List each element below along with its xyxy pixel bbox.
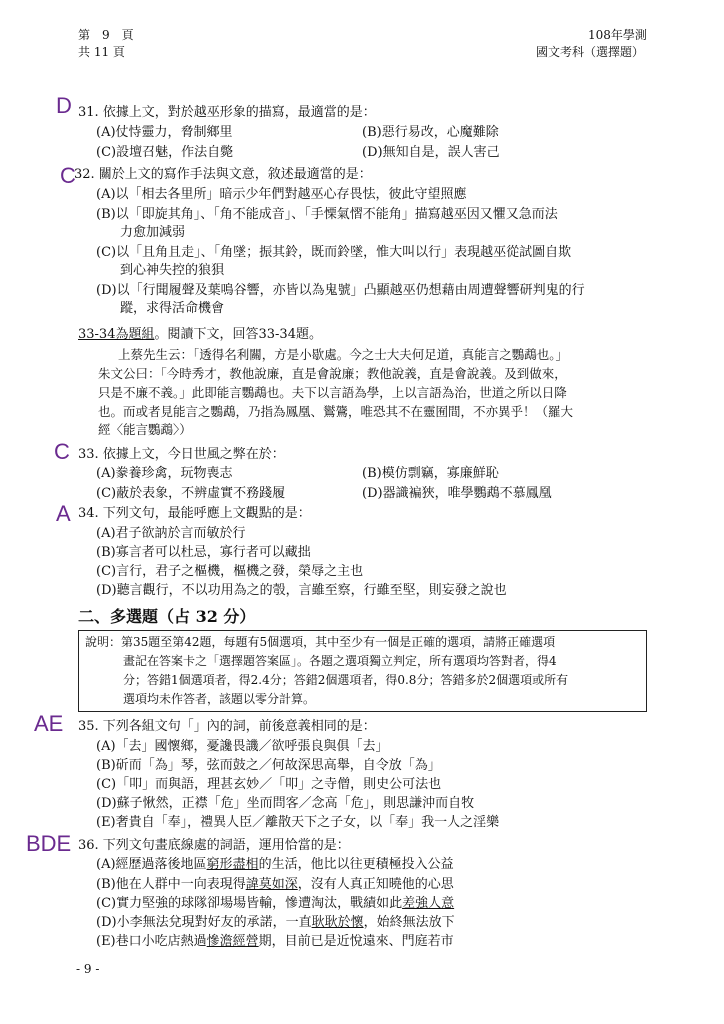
passage-line-4: 也。而或者見能言之鸚鵡，乃指為鳳凰、鸑鷟，唯恐其不在靈囿間，不亦異乎！（羅大	[98, 404, 574, 419]
group-intro	[78, 326, 322, 344]
q36-option-b	[96, 876, 454, 894]
q32-option-b-cont: 力愈加減弱	[120, 225, 186, 240]
exam-label: 108年學測	[588, 28, 647, 42]
q33-option-c: (C)蔽於表象，不辨虛實不務踐履	[96, 486, 286, 501]
q36-e-post: 期，目前已是近悅遠來、門庭若市	[258, 934, 454, 949]
q36-a-pre: (A)經歷過落後地區	[96, 857, 207, 872]
q31-option-c: (C)設壇召魅，作法自斃	[96, 145, 234, 160]
q33-option-d: (D)器識褊狹，唯學鸚鵡不慕鳳凰	[362, 486, 552, 501]
passage-line-5: 經〈能言鸚鵡〉）	[98, 422, 192, 437]
q36-e-pre: (E)巷口小吃店熱過	[96, 934, 207, 949]
section-2-title: 二、多選題（占 32 分）	[78, 607, 256, 626]
handwritten-answer-34: A	[56, 501, 71, 526]
instructions-line-2: 畫記在答案卡之「選擇題答案區」。各題之選項獨立判定，所有選項均答對者，得4	[123, 654, 557, 668]
passage-line-2: 朱文公曰：「今時秀才，教他說廉，直是會說廉；教他說義，直是會說義。及到做來，	[98, 366, 567, 381]
q34-option-a: (A)君子欲訥於言而敏於行	[96, 526, 246, 541]
q32-option-c-cont: 到心神失控的狼狽	[120, 263, 225, 278]
q35-option-b: (B)斫而「為」琴，弦而鼓之／何故深思高舉，自令放「為」	[96, 758, 441, 773]
q35-option-d: (D)蘇子愀然，正襟「危」坐而問客／念高「危」，則思謙沖而自牧	[96, 796, 475, 811]
total-pages-label: 共 11 頁	[78, 45, 125, 59]
question-31-stem: 31. 依據上文，對於越巫形象的描寫，最適當的是：	[78, 105, 376, 120]
q36-a-underlined: 窮形盡相	[206, 857, 259, 872]
q32-option-a: (A)以「相去各里所」暗示少年們對越巫心存畏怯，彼此守望照應	[96, 187, 467, 202]
q36-option-e	[96, 933, 454, 951]
q34-option-d: (D)聽言觀行，不以功用為之的彀，言雖至察，行雖至堅，則妄發之說也	[96, 583, 507, 598]
instructions-line-3: 分；答錯1個選項者，得2.4分；答錯2個選項者，得0.8分；答錯多於2個選項或所有	[123, 673, 569, 687]
q32-option-c: (C)以「且角且走」、「角墜；振其鈴，既而鈴墜，惟大叫以行」表現越巫從試圖自欺	[96, 245, 572, 260]
q36-e-underlined: 慘澹經營	[206, 934, 259, 949]
instructions-line-4: 選項均未作答者，該題以零分計算。	[123, 692, 316, 706]
q33-option-a: (A)豢養珍禽，玩物喪志	[96, 466, 233, 481]
q36-option-a	[96, 856, 454, 874]
group-rest: 。閱讀下文，回答33-34題。	[154, 327, 322, 342]
q36-c-pre: (C)實力堅強的球隊卻場場皆輸，慘遭淘汰，戰績如此	[96, 896, 403, 911]
q32-option-b: (B)以「即旋其角」、「角不能成音」、「手慄氣慴不能角」描寫越巫因又懼又急而法	[96, 207, 558, 222]
footer-page-number: - 9 -	[76, 962, 100, 976]
handwritten-answer-33: C	[54, 439, 70, 464]
q33-option-b: (B)模仿剽竊，寡廉鮮恥	[362, 466, 499, 481]
handwritten-answer-36: BDE	[26, 831, 72, 856]
q36-b-underlined: 諱莫如深	[245, 877, 298, 892]
q31-option-a: (A)仗恃靈力，脅制鄉里	[96, 125, 233, 140]
question-33-stem: 33. 依據上文，今日世風之弊在於：	[78, 447, 285, 462]
q36-b-post: ，沒有人真正知曉他的心思	[297, 877, 454, 892]
q31-option-d: (D)無知自是，誤人害己	[362, 145, 500, 160]
question-32-stem: 32. 關於上文的寫作手法與文意，敘述最適當的是：	[74, 167, 372, 182]
q35-option-c: (C)「叩」而與語，理甚玄妙／「叩」之寺僧，則史公可法也	[96, 777, 442, 792]
page-number-label: 第 9 頁	[78, 28, 134, 42]
handwritten-answer-32: C	[60, 163, 76, 188]
question-34-stem: 34. 下列文句，最能呼應上文觀點的是：	[78, 506, 311, 521]
question-35-stem: 35. 下列各組文句「」內的詞，前後意義相同的是：	[78, 719, 376, 734]
passage-line-3: 只是不廉不義。」此即能言鸚鵡也。夫下以言語為學，上以言語為治，世道之所以日降	[98, 385, 567, 400]
question-36-stem: 36. 下列文句畫底線處的詞語，運用恰當的是：	[78, 838, 350, 853]
q32-option-d-cont: 蹤，求得活命機會	[120, 301, 225, 316]
q36-option-c	[96, 895, 454, 913]
q36-d-pre: (D)小李無法兌現對好友的承諾，一直	[96, 915, 312, 930]
q36-d-post: ，始終無法放下	[363, 915, 455, 930]
q36-c-underlined: 差強人意	[402, 896, 455, 911]
q32-option-d: (D)以「行聞履聲及葉鳴谷響，亦皆以為鬼號」凸顯越巫仍想藉由周遭聲響研判鬼的行	[96, 283, 585, 298]
handwritten-answer-31: D	[56, 93, 72, 118]
q34-option-b: (B)寡言者可以杜忌，寡行者可以藏拙	[96, 545, 311, 560]
q34-option-c: (C)言行，君子之樞機，樞機之發，榮辱之主也	[96, 564, 364, 579]
passage-line-1: 上蔡先生云：「透得名利關，方是小歇處。今之士大夫何足道，真能言之鸚鵡也。」	[118, 347, 569, 362]
q36-a-post: 的生活，他比以往更積極投入公益	[258, 857, 454, 872]
q36-d-underlined: 耿耿於懷	[311, 915, 364, 930]
instructions-line-1: 說明：第35題至第42題，每題有5個選項，其中至少有一個是正確的選項，請將正確選項	[85, 635, 556, 649]
subject-label: 國文考科（選擇題）	[536, 45, 645, 59]
q31-option-b: (B)惡行易改，心魔難除	[362, 125, 499, 140]
q36-option-d	[96, 914, 455, 932]
q35-option-e: (E)奢貴自「奉」，禮異人臣／離散天下之子女，以「奉」我一人之淫樂	[96, 815, 500, 830]
handwritten-answer-35: AE	[34, 711, 64, 736]
group-label: 33-34為題組	[78, 327, 155, 342]
instructions-box	[78, 630, 647, 712]
q35-option-a: (A)「去」國懷鄉，憂讒畏譏／欲呼張良與俱「去」	[96, 739, 389, 754]
q36-b-pre: (B)他在人群中一向表現得	[96, 877, 246, 892]
